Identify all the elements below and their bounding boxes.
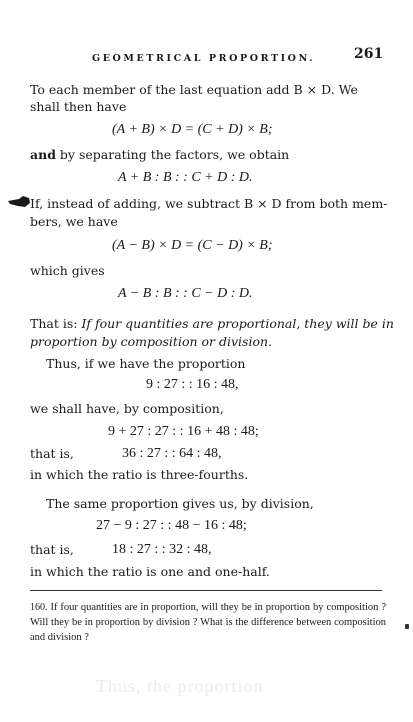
text-span: by separating the factors, we obtain	[55, 147, 290, 162]
review-questions	[30, 600, 386, 645]
text-line: If, instead of adding, we subtract B × D from both mem-	[30, 196, 388, 211]
text-line: The same proportion gives us, by division,	[46, 496, 314, 511]
rule-statement: If four quantities are proportional, they will be in	[81, 316, 394, 331]
text-line: To each member of the last equation add B × D. We	[30, 82, 358, 97]
text-line: Thus, if we have the proportion	[46, 356, 246, 371]
text-line	[30, 316, 394, 331]
footnote-divider	[30, 590, 382, 591]
equation: A − B : B : : C − D : D.	[118, 286, 253, 301]
text-span: and	[30, 147, 56, 162]
text-line: which gives	[30, 263, 105, 278]
text-line: bers, we have	[30, 214, 118, 229]
pointing-hand-icon	[7, 194, 31, 209]
text-line: in which the ratio is three-fourths.	[30, 467, 249, 482]
equation: (A + B) × D = (C + D) × B;	[112, 122, 273, 137]
equation: 18 : 27 : : 32 : 48,	[112, 542, 212, 557]
text-line: we shall have, by composition,	[30, 401, 224, 416]
equation: 27 − 9 : 27 : : 48 − 16 : 48;	[96, 518, 247, 533]
rule-statement: proportion by composition or division.	[30, 334, 272, 349]
equation: 9 : 27 : : 16 : 48,	[146, 377, 239, 392]
equation: 36 : 27 : : 64 : 48,	[122, 446, 222, 461]
text-line: that is,	[30, 446, 74, 461]
equation: 9 + 27 : 27 : : 16 + 48 : 48;	[108, 424, 259, 439]
page-header	[0, 47, 413, 67]
text-span: That is:	[30, 316, 82, 331]
text-line: that is,	[30, 542, 74, 557]
question-text: If four quantities are in proportion, will they be in proportion by composition ? Will they be in proportion by division ? What is the difference between composition and division ?	[30, 602, 386, 643]
equation: A + B : B : : C + D : D.	[118, 170, 253, 185]
question-number: 160.	[30, 602, 48, 613]
equation: (A − B) × D = (C − D) × B;	[112, 238, 273, 253]
page-number: 261	[354, 46, 384, 62]
text-line: shall then have	[30, 99, 127, 114]
running-head: GEOMETRICAL PROPORTION.	[92, 53, 316, 64]
text-line	[30, 147, 289, 162]
margin-mark	[405, 624, 409, 629]
bleed-through-text: Thus, the proportion	[96, 676, 264, 696]
text-line: in which the ratio is one and one-half.	[30, 564, 270, 579]
